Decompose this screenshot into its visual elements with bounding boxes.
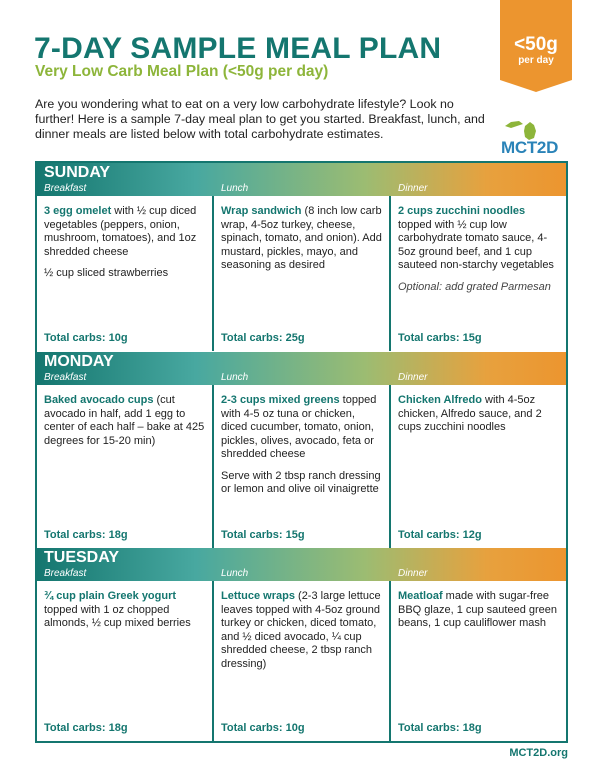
mct2d-logo [497, 118, 569, 156]
meal-cell-breakfast [37, 581, 214, 741]
meal-cell-dinner [391, 196, 566, 351]
meal-label-breakfast: Breakfast [44, 372, 87, 383]
day-section-tuesday [37, 548, 566, 741]
total-carbs: Total carbs: 12g [398, 528, 482, 541]
page-title: 7-DAY SAMPLE MEAL PLAN [34, 32, 442, 65]
meal-label-breakfast: Breakfast [44, 568, 87, 579]
meal-label-breakfast: Breakfast [44, 183, 87, 194]
meal-description: (8 inch low carb wrap, 4-5oz turkey, cheese, spinach, tomato, and onion). Add mustard, pickles, mayo, and seasoning as desired [221, 205, 382, 271]
meal-highlight: Wrap sandwich [221, 205, 302, 217]
meal-description: topped with ½ cup low carbohydrate tomato sauce, 4-5oz ground beef, and 1 cup sauteed non-starchy vegetables [398, 218, 554, 271]
total-carbs: Total carbs: 25g [221, 331, 305, 344]
day-header [37, 548, 566, 581]
badge-unit: per day [518, 55, 554, 66]
day-name: TUESDAY [44, 549, 119, 566]
meal-cell-breakfast [37, 196, 214, 351]
meal-description: topped with 4-5 oz tuna or chicken, diced cucumber, tomato, onion, pickles, olives, avocado, feta or shredded cheese [221, 394, 377, 460]
meal-cell-breakfast [37, 385, 214, 548]
meal-description: (cut avocado in half, add 1 egg to center of each half – bake at 425 degrees for 15-20 min) [44, 394, 205, 447]
meal-cell-dinner [391, 385, 566, 548]
meal-highlight: 2 cups zucchini noodles [398, 205, 526, 217]
meal-extra: Serve with 2 tbsp ranch dressing or lemon and olive oil vinaigrette [221, 469, 381, 495]
footer-site-link[interactable]: MCT2D.org [509, 747, 568, 759]
meal-description: made with sugar-free BBQ glaze, 1 cup sauteed green beans, 1 cup cauliflower mash [398, 590, 557, 629]
total-carbs: Total carbs: 18g [44, 528, 128, 541]
total-carbs: Total carbs: 15g [221, 528, 305, 541]
day-header [37, 163, 566, 196]
badge-value: <50g [514, 34, 558, 55]
meal-description: with ½ cup diced vegetables (peppers, onion, mushroom, tomatoes), and 1oz shredded cheese [44, 205, 197, 258]
meal-label-dinner: Dinner [398, 183, 428, 194]
total-carbs: Total carbs: 10g [44, 331, 128, 344]
day-name: SUNDAY [44, 164, 111, 181]
meal-highlight: Meatloaf [398, 590, 443, 602]
meal-label-lunch: Lunch [221, 372, 249, 383]
meal-label-lunch: Lunch [221, 568, 249, 579]
day-section-sunday [37, 163, 566, 352]
meal-extra: ½ cup sliced strawberries [44, 267, 169, 279]
meal-label-lunch: Lunch [221, 183, 249, 194]
meal-cell-lunch [214, 196, 391, 351]
total-carbs: Total carbs: 15g [398, 331, 482, 344]
meal-highlight: 3 egg omelet [44, 205, 112, 217]
total-carbs: Total carbs: 10g [221, 721, 305, 734]
meal-cell-dinner [391, 581, 566, 741]
meal-description: (2-3 large lettuce leaves topped with 4-5oz ground turkey or chicken, diced tomato, and ½ diced avocado, ¼ cup shredded cheese, 2 tbsp ranch dressing) [221, 590, 381, 670]
meal-label-dinner: Dinner [398, 372, 428, 383]
meal-highlight: ¾ cup plain Greek yogurt [44, 590, 177, 602]
meal-label-dinner: Dinner [398, 568, 428, 579]
carb-limit-badge [500, 0, 572, 92]
meal-plan-table [35, 161, 568, 743]
meal-highlight: Chicken Alfredo [398, 394, 482, 406]
day-section-monday [37, 352, 566, 548]
day-header [37, 352, 566, 385]
meal-cell-lunch [214, 385, 391, 548]
meal-description: topped with 1 oz chopped almonds, ½ cup mixed berries [44, 603, 191, 629]
meal-highlight: Baked avocado cups [44, 394, 154, 406]
total-carbs: Total carbs: 18g [398, 721, 482, 734]
meal-description: with 4-5oz chicken, Alfredo sauce, and 2 cups zucchini noodles [398, 394, 542, 433]
page-subtitle: Very Low Carb Meal Plan (<50g per day) [35, 63, 329, 80]
meal-optional-note: Optional: add grated Parmesan [398, 280, 551, 293]
meal-cell-lunch [214, 581, 391, 741]
meal-highlight: Lettuce wraps [221, 590, 295, 602]
logo-text: MCT2D [501, 138, 559, 157]
day-name: MONDAY [44, 353, 114, 370]
meal-highlight: 2-3 cups mixed greens [221, 394, 340, 406]
total-carbs: Total carbs: 18g [44, 721, 128, 734]
intro-paragraph: Are you wondering what to eat on a very low carbohydrate lifestyle? Look no further! Here is a sample 7-day meal plan to get you started. Breakfast, lunch, and dinner meals are listed below with total carbohydrate estimates. [35, 97, 485, 141]
